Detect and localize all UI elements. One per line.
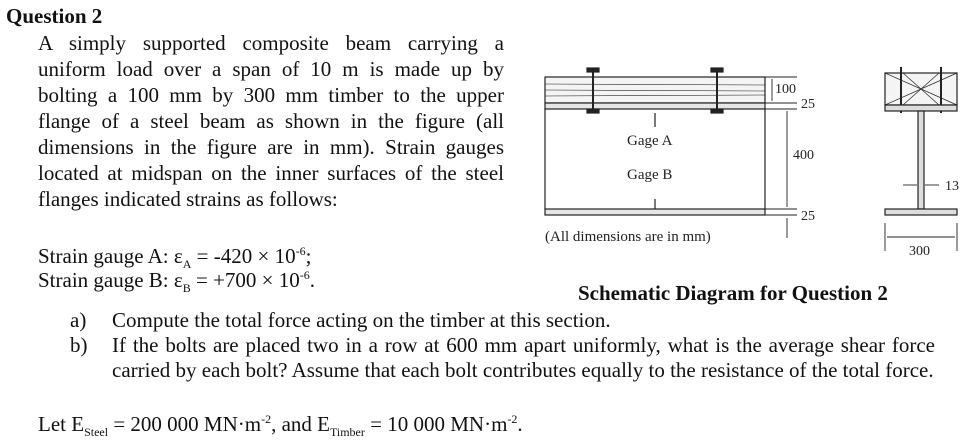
dim-25-bottom: 25 (801, 209, 815, 224)
question-parts (70, 308, 935, 383)
material-moduli: Let $E_{Steel} = 200$ 000 $MN\cdot m^{-2}$, and $E_{Timber} = 10$ 000 $MN\cdot m^{-2}$. (38, 412, 523, 440)
part-b (70, 333, 935, 383)
gage-a-label: Gage A (627, 133, 673, 149)
dim-300: 300 (909, 244, 930, 259)
part-label: a) (70, 308, 87, 332)
dim-400: 400 (793, 148, 814, 163)
cross-section (885, 67, 957, 251)
dimensions-note: (All dimensions are in mm) (545, 229, 711, 245)
part-label: b) (70, 333, 88, 357)
dim-100: 100 (775, 82, 796, 97)
beam-schematic (535, 55, 972, 270)
strain-gauge-b: Strain gauge B: $\varepsilon_B = +700 \times 10^{-6}$. (38, 268, 316, 296)
part-text: Compute the total force acting on the timber at this section. (112, 308, 611, 332)
strain-gauge-a: Strain gauge A: $\varepsilon_A = -420 \times 10^{-6}$; (38, 244, 312, 272)
part-a (70, 308, 935, 333)
problem-statement: A simply supported composite beam carrying a uniform load over a span of 10 m is made up by bolting a 100 mm by 300 mm timber to the upper flange of a steel beam as shown in the figure (all dimensions in the figure are in mm). Strain gauges located at midspan on the inner surfaces of the steel flanges indicated strains as follows: (38, 31, 504, 211)
dim-25-top: 25 (801, 97, 815, 112)
part-text: If the bolts are placed two in a row at 600 mm apart uniformly, what is the average shear force carried by each bolt? Assume that each bolt contributes equally to the resistance of the total force. (112, 333, 935, 382)
question-title: Question 2 (6, 4, 103, 28)
figure-caption: Schematic Diagram for Question 2 (578, 281, 888, 305)
dim-13: 13 (945, 179, 959, 194)
gage-b-label: Gage B (627, 167, 673, 183)
